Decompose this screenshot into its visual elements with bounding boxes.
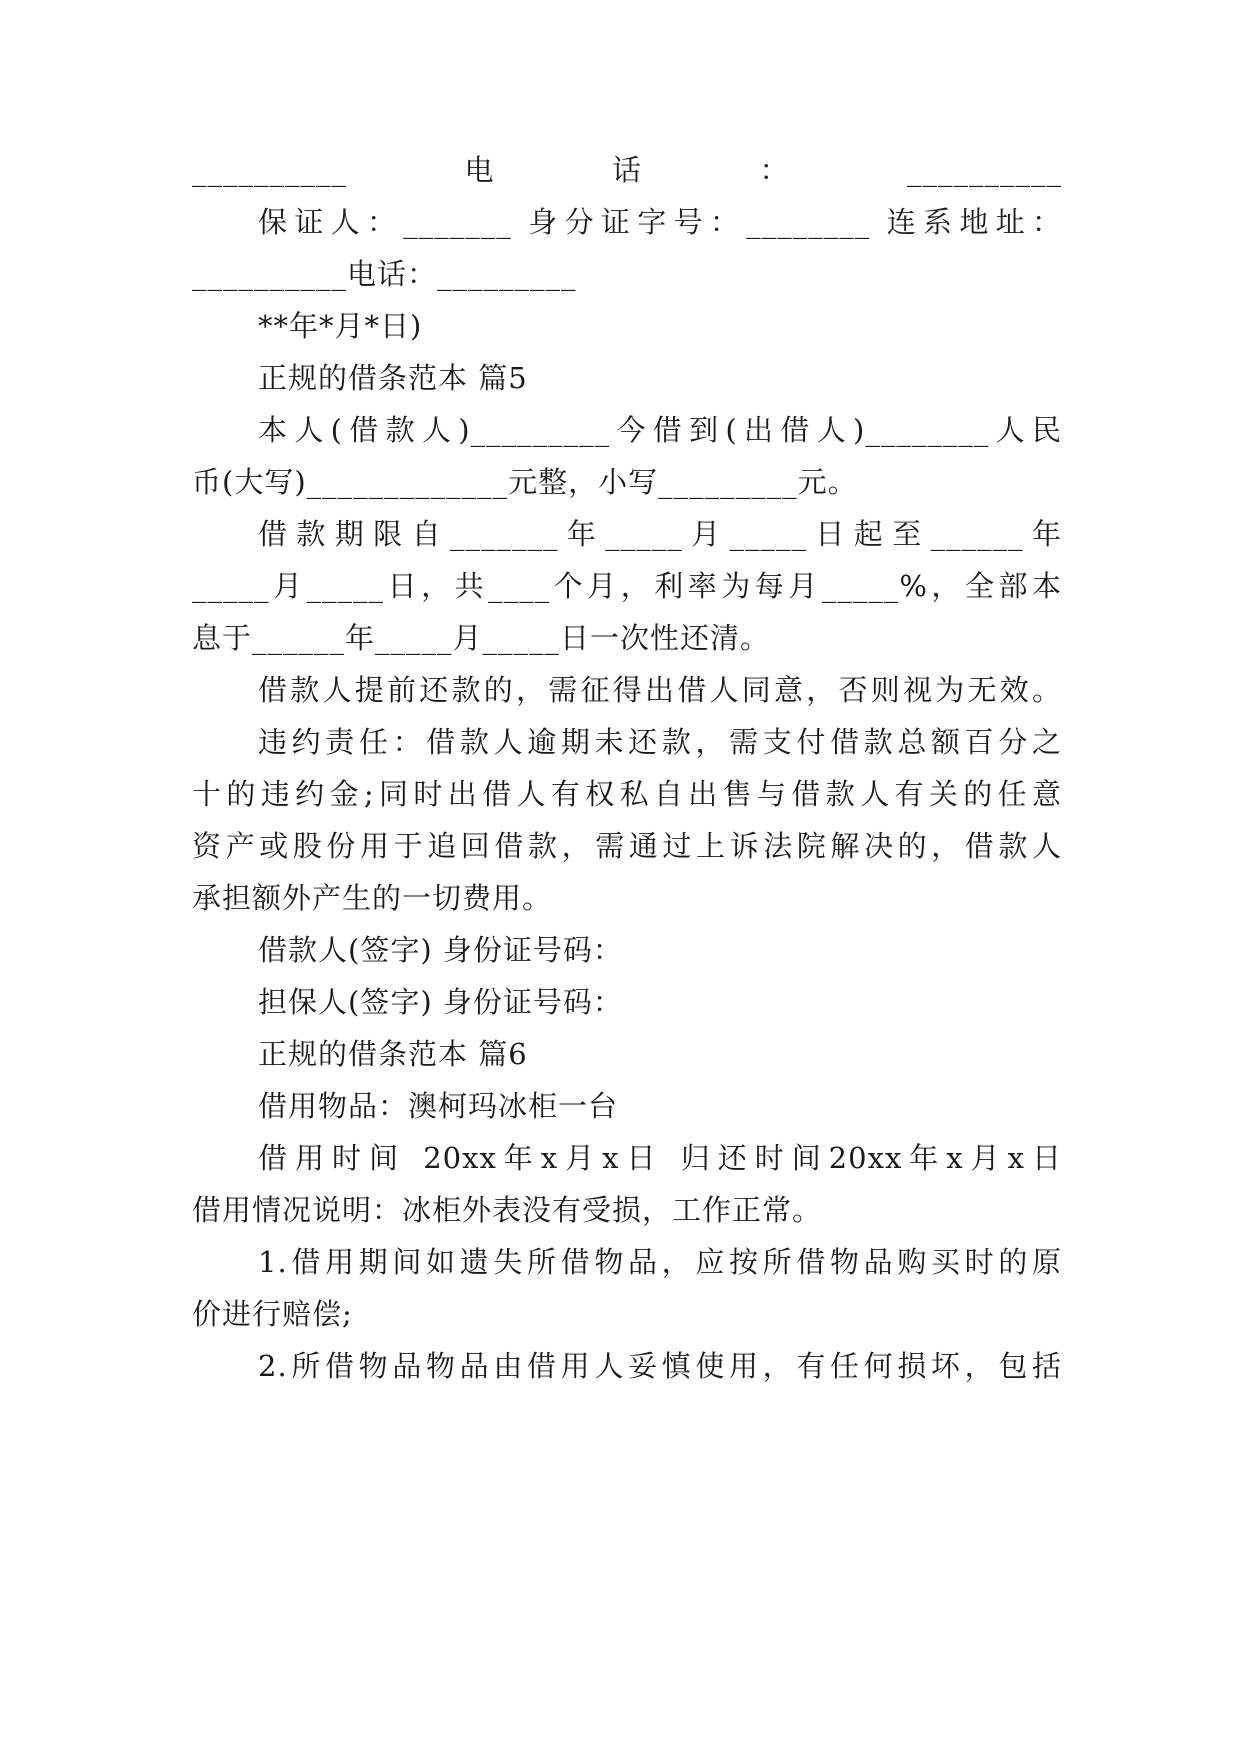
paragraph-line: 资产或股份用于追回借款，需通过上诉法院解决的，借款人 — [192, 829, 1062, 863]
paragraph-line: 十的违约金;同时出借人有权私自出售与借款人有关的任意 — [192, 777, 1062, 811]
paragraph-line: 违约责任：借款人逾期未还款，需支付借款总额百分之 — [258, 725, 1062, 759]
paragraph-line: 承担额外产生的一切费用。 — [192, 881, 553, 915]
guarantor-signature-line: 担保人(签字) 身份证号码： — [258, 985, 623, 1019]
guarantor-phone-line-1: __________电话：__________ — [192, 153, 1062, 187]
borrowed-item-line: 借用物品：澳柯玛冰柜一台 — [258, 1089, 619, 1123]
borrower-signature-line: 借款人(签字) 身份证号码： — [258, 933, 623, 967]
section-title-5: 正规的借条范本 篇5 — [258, 361, 528, 395]
borrow-time-line: 借用时间 20xx年x月x日 归还时间20xx年x月x日 — [258, 1141, 1062, 1175]
paragraph-line: 借款期限自_______年_____月_____日起至______年 — [258, 517, 1062, 551]
paragraph-line: 1.借用期间如遗失所借物品，应按所借物品购买时的原 — [258, 1245, 1062, 1279]
paragraph-line: _____月_____日，共____个月，利率为每月_____%，全部本 — [192, 569, 1062, 603]
paragraph-line: 2.所借物品物品由借用人妥慎使用，有任何损坏，包括 — [258, 1349, 1062, 1383]
paragraph-line: 币(大写)_____________元整，小写_________元。 — [192, 465, 858, 499]
borrow-status-line: 借用情况说明：冰柜外表没有受损，工作正常。 — [192, 1193, 823, 1227]
paragraph-line: 价进行赔偿; — [192, 1297, 353, 1331]
guarantor-phone-line-2: __________电话：_________ — [192, 257, 577, 291]
date-line: **年*月*日) — [258, 309, 423, 343]
paragraph-line: 息于______年_____月_____日一次性还清。 — [192, 621, 771, 655]
paragraph-line: 本人(借款人)_________今借到(出借人)________人民 — [258, 413, 1062, 447]
paragraph-line: 借款人提前还款的，需征得出借人同意，否则视为无效。 — [258, 673, 1062, 707]
guarantor-info-line: 保证人：_______ 身分证字号：________ 连系地址： — [258, 205, 1062, 239]
section-title-6: 正规的借条范本 篇6 — [258, 1037, 528, 1071]
